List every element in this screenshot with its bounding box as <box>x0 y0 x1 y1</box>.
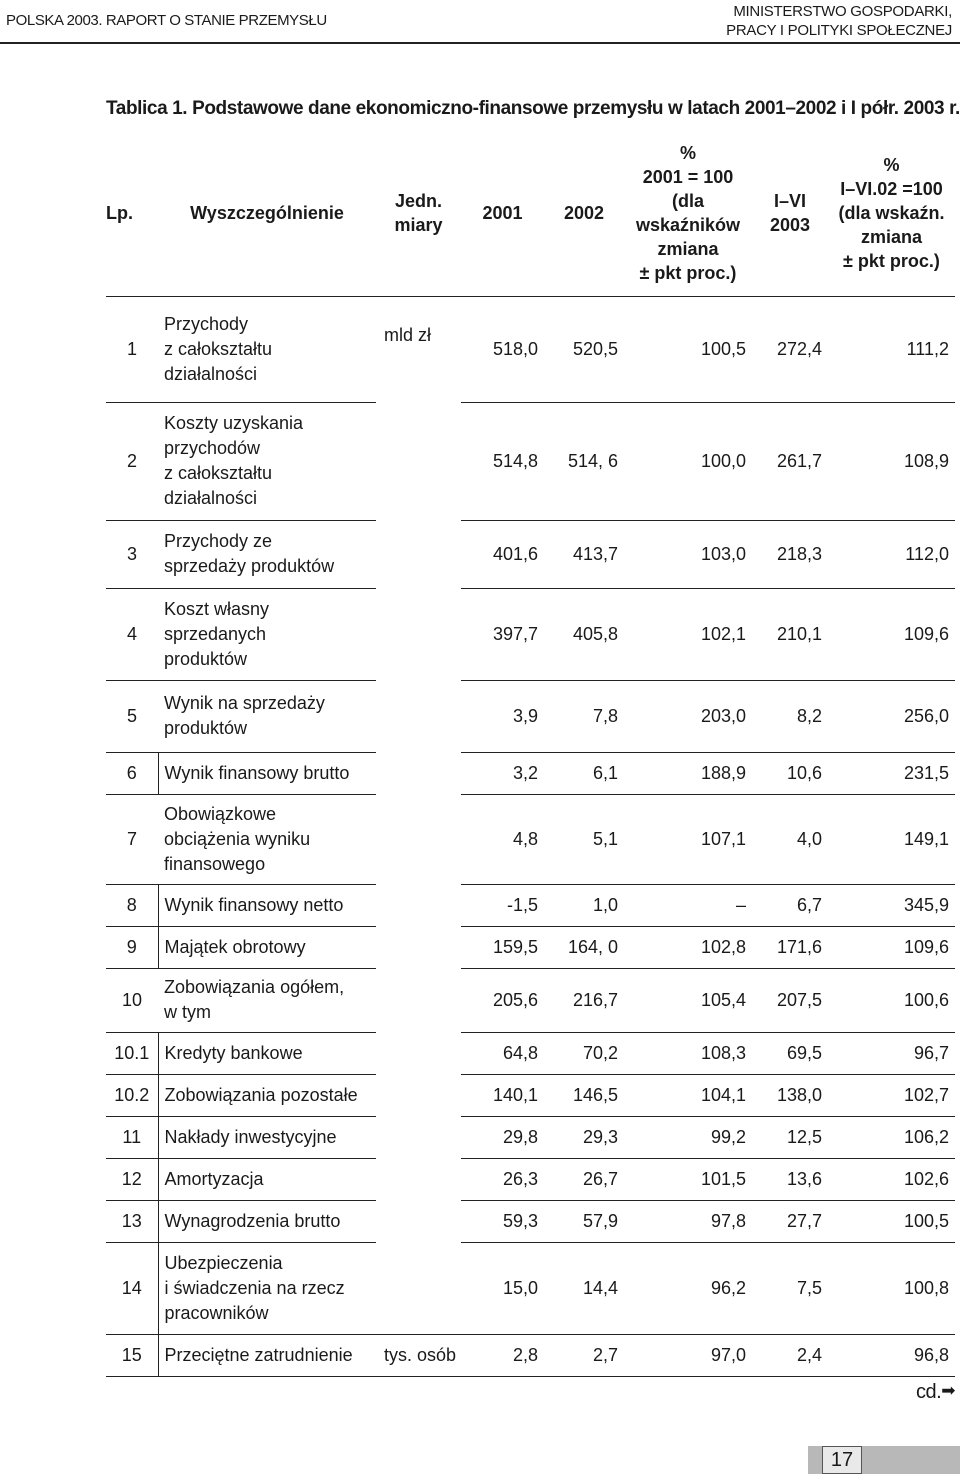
description-line: pracowników <box>164 1302 269 1323</box>
index-h1-2002-100: 102,6 <box>903 1168 949 1189</box>
ministry-line-1: MINISTERSTWO GOSPODARKI, <box>733 3 952 20</box>
value-2002: 5,1 <box>592 828 618 849</box>
description-line: produktów <box>164 648 248 669</box>
col-header-description: Wyszczególnienie <box>190 203 344 224</box>
value-h1-2003: 2,4 <box>796 1344 822 1365</box>
index2-header-line: (dla wskaźn. <box>838 203 945 224</box>
table-row <box>106 794 955 884</box>
value-h1-2003: 8,2 <box>796 705 822 726</box>
value-h1-2003: 4,0 <box>796 828 822 849</box>
description-line: w tym <box>164 1002 211 1022</box>
row-number: 9 <box>126 936 137 957</box>
row-description <box>158 1032 376 1074</box>
page-number: 17 <box>822 1446 862 1474</box>
row-number: 8 <box>126 894 137 915</box>
unit-header-line: miary <box>394 215 443 236</box>
table-row <box>106 926 955 968</box>
index2-header-line: zmiana <box>860 227 923 248</box>
index-header-line: 2001 = 100 <box>642 167 734 188</box>
table-title: Tablica 1. Podstawowe dane ekonomiczno-finansowe przemysłu w latach 2001–2002 i I półr. 2003 r. <box>106 98 960 119</box>
value-2001: 29,8 <box>502 1126 538 1147</box>
value-2001: 397,7 <box>492 623 538 644</box>
row-description <box>158 926 376 968</box>
value-2002: 2,7 <box>592 1344 618 1365</box>
row-description <box>158 402 376 520</box>
table-row <box>106 884 955 926</box>
index-2001-100: 104,1 <box>700 1084 746 1105</box>
description-line: Wynik finansowy netto <box>164 894 344 915</box>
index-header-line: (dla <box>671 191 704 212</box>
value-2001: 3,9 <box>512 705 538 726</box>
row-number: 6 <box>126 762 137 783</box>
value-2002: 6,1 <box>592 762 618 783</box>
value-2002: 146,5 <box>572 1084 618 1105</box>
index-2001-100: 101,5 <box>700 1168 746 1189</box>
value-h1-2003: 171,6 <box>776 936 822 957</box>
row-number: 15 <box>121 1344 142 1365</box>
index-header-line: ± pkt proc.) <box>639 263 737 284</box>
value-2002: 26,7 <box>582 1168 618 1189</box>
description-line: Przychody ze <box>164 531 273 551</box>
value-h1-2003: 27,7 <box>786 1210 822 1231</box>
index-2001-100: 97,8 <box>710 1210 746 1231</box>
index-h1-2002-100: 109,6 <box>903 623 949 644</box>
description-line: Obowiązkowe <box>164 803 277 824</box>
row-number: 1 <box>126 338 137 359</box>
index-2001-100: – <box>735 894 746 915</box>
economic-data-table <box>106 131 955 1377</box>
description-line: Nakłady inwestycyjne <box>164 1126 337 1147</box>
value-2002: 29,3 <box>582 1126 618 1147</box>
index-h1-2002-100: 111,2 <box>906 338 949 359</box>
index-h1-2002-100: 109,6 <box>903 936 949 957</box>
value-h1-2003: 261,7 <box>776 450 822 471</box>
table-row <box>106 680 955 752</box>
index-header-line: % <box>679 143 696 164</box>
row-number: 12 <box>121 1168 142 1189</box>
index-h1-2002-100: 96,7 <box>913 1042 949 1063</box>
description-line: Ubezpieczenia <box>164 1252 283 1273</box>
col-header-index-2001 <box>624 131 752 296</box>
index-2001-100: 97,0 <box>710 1344 746 1365</box>
value-2001: 15,0 <box>502 1277 538 1298</box>
value-2002: 413,7 <box>572 543 618 564</box>
index2-header-line: ± pkt proc.) <box>843 251 940 272</box>
row-description <box>158 588 376 680</box>
description-line: Wynik na sprzedaży <box>164 693 325 713</box>
row-description <box>158 1074 376 1116</box>
row-description <box>158 752 376 794</box>
row-number: 5 <box>126 705 137 726</box>
index-header-line: wskaźników <box>635 215 741 236</box>
index-h1-2002-100: 96,8 <box>913 1344 949 1365</box>
row-number: 4 <box>126 623 137 644</box>
description-line: działalności <box>164 363 258 384</box>
value-2001: -1,5 <box>506 894 538 915</box>
value-h1-2003: 10,6 <box>786 762 822 783</box>
row-description <box>158 680 376 752</box>
index-2001-100: 107,1 <box>700 828 746 849</box>
row-description <box>158 520 376 588</box>
description-line: sprzedaży produktów <box>164 556 335 576</box>
table-row <box>106 1242 955 1334</box>
index-h1-2002-100: 102,7 <box>903 1084 949 1105</box>
table-row <box>106 588 955 680</box>
table-row <box>106 1032 955 1074</box>
row-number: 10.2 <box>114 1084 150 1105</box>
index-2001-100: 102,8 <box>700 936 746 957</box>
description-line: Kredyty bankowe <box>164 1042 303 1063</box>
value-h1-2003: 210,1 <box>776 623 822 644</box>
arrow-right-icon: ➡ <box>941 1381 955 1400</box>
index-h1-2002-100: 106,2 <box>903 1126 949 1147</box>
col-header-lp: Lp. <box>106 203 133 224</box>
description-line: Majątek obrotowy <box>164 936 306 957</box>
index-h1-2002-100: 256,0 <box>903 705 949 726</box>
index-2001-100: 108,3 <box>700 1042 746 1063</box>
col-header-2002: 2002 <box>563 203 605 224</box>
value-2001: 140,1 <box>492 1084 538 1105</box>
description-line: Koszt własny <box>164 598 270 619</box>
index-h1-2002-100: 100,8 <box>903 1277 949 1298</box>
table-row <box>106 402 955 520</box>
description-line: działalności <box>164 488 258 508</box>
index2-header-line: I–VI.02 =100 <box>840 179 943 200</box>
table-row <box>106 296 955 402</box>
description-line: Przeciętne zatrudnienie <box>164 1344 353 1365</box>
value-2001: 514,8 <box>492 450 538 471</box>
index-h1-2002-100: 112,0 <box>905 543 949 564</box>
index-2001-100: 102,1 <box>700 623 746 644</box>
value-h1-2003: 13,6 <box>786 1168 822 1189</box>
index-header-line: zmiana <box>657 239 719 260</box>
index-2001-100: 96,2 <box>710 1277 746 1298</box>
value-2001: 64,8 <box>502 1042 538 1063</box>
description-line: Zobowiązania pozostałe <box>164 1084 358 1105</box>
row-number: 2 <box>126 450 137 471</box>
value-2001: 205,6 <box>492 989 538 1010</box>
value-h1-2003: 138,0 <box>776 1084 822 1105</box>
index-h1-2002-100: 149,1 <box>903 828 949 849</box>
value-2002: 520,5 <box>572 338 618 359</box>
value-h1-2003: 69,5 <box>786 1042 822 1063</box>
table-row <box>106 968 955 1032</box>
row-number: 10 <box>121 989 143 1010</box>
index-2001-100: 105,4 <box>700 989 746 1010</box>
h1-header-line: 2003 <box>769 215 811 236</box>
value-2001: 26,3 <box>502 1168 538 1189</box>
description-line: przychodów <box>164 438 261 458</box>
col-header-h1-2003 <box>752 131 828 296</box>
index-2001-100: 99,2 <box>710 1126 746 1147</box>
value-2002: 216,7 <box>572 989 618 1010</box>
table-row <box>106 1334 955 1376</box>
description-line: sprzedanych <box>164 623 267 644</box>
row-description <box>158 884 376 926</box>
index-h1-2002-100: 108,9 <box>903 450 949 471</box>
row-description <box>158 1242 376 1334</box>
description-line: z całokształtu <box>164 338 273 359</box>
description-line: produktów <box>164 718 248 738</box>
description-line: z całokształtu <box>164 463 273 483</box>
description-line: Wynagrodzenia brutto <box>164 1210 341 1231</box>
description-line: Koszty uzyskania <box>164 413 304 433</box>
h1-header-line: I–VI <box>773 191 807 212</box>
row-number: 7 <box>126 828 137 849</box>
value-2001: 59,3 <box>502 1210 538 1231</box>
row-description <box>158 968 376 1032</box>
index-2001-100: 100,0 <box>700 450 746 471</box>
description-line: Zobowiązania ogółem, <box>164 977 345 997</box>
value-2002: 514, 6 <box>567 450 618 471</box>
index-h1-2002-100: 345,9 <box>903 894 949 915</box>
row-number: 11 <box>122 1126 142 1147</box>
unit-cell <box>376 1334 461 1376</box>
value-2001: 4,8 <box>512 828 538 849</box>
value-h1-2003: 12,5 <box>786 1126 822 1147</box>
row-description <box>158 1334 376 1376</box>
table-row <box>106 1074 955 1116</box>
ministry-line-2: PRACY I POLITYKI SPOŁECZNEJ <box>726 22 952 39</box>
value-2002: 1,0 <box>592 894 618 915</box>
index-2001-100: 188,9 <box>700 762 746 783</box>
description-line: finansowego <box>164 853 266 874</box>
value-2001: 518,0 <box>492 338 538 359</box>
unit-label: tys. osób <box>384 1344 457 1365</box>
index-2001-100: 103,0 <box>700 543 746 564</box>
unit-header-line: Jedn. <box>394 191 442 212</box>
value-2002: 7,8 <box>592 705 618 726</box>
value-h1-2003: 207,5 <box>776 989 822 1010</box>
index-h1-2002-100: 231,5 <box>903 762 949 783</box>
value-2002: 164, 0 <box>567 936 618 957</box>
value-2001: 3,2 <box>512 762 538 783</box>
row-number: 13 <box>121 1210 142 1231</box>
row-description <box>158 296 376 402</box>
col-header-unit <box>376 131 461 296</box>
index-h1-2002-100: 100,5 <box>903 1210 949 1231</box>
value-2002: 57,9 <box>582 1210 618 1231</box>
value-2001: 401,6 <box>492 543 538 564</box>
value-2001: 2,8 <box>512 1344 538 1365</box>
row-description <box>158 1200 376 1242</box>
value-h1-2003: 6,7 <box>796 894 822 915</box>
col-header-2001: 2001 <box>482 203 523 224</box>
continued-label: cd. <box>916 1381 942 1403</box>
index-2001-100: 203,0 <box>700 705 746 726</box>
description-line: Amortyzacja <box>164 1168 264 1189</box>
index-2001-100: 100,5 <box>700 338 746 359</box>
index2-header-line: % <box>883 155 900 176</box>
description-line: obciążenia wyniku <box>164 828 311 849</box>
row-number: 10.1 <box>114 1042 150 1063</box>
table-row <box>106 1200 955 1242</box>
col-header-index-h1 <box>828 131 955 296</box>
table-row <box>106 1116 955 1158</box>
table-body <box>106 296 955 1376</box>
index-h1-2002-100: 100,6 <box>903 989 949 1010</box>
description-line: Przychody <box>164 313 249 334</box>
description-line: Wynik finansowy brutto <box>164 762 350 783</box>
unit-cell <box>376 296 461 1334</box>
value-2002: 14,4 <box>582 1277 618 1298</box>
running-header-left: POLSKA 2003. RAPORT O STANIE PRZEMYSŁU <box>6 12 327 29</box>
continued-note <box>916 1381 955 1404</box>
row-number: 14 <box>121 1277 142 1298</box>
row-description <box>158 1158 376 1200</box>
row-number: 3 <box>126 543 137 564</box>
description-line: i świadczenia na rzecz <box>164 1277 345 1298</box>
value-h1-2003: 272,4 <box>776 338 822 359</box>
header-rule <box>0 42 960 44</box>
row-description <box>158 794 376 884</box>
value-h1-2003: 7,5 <box>796 1277 822 1298</box>
table-row <box>106 1158 955 1200</box>
running-header-right <box>726 2 952 40</box>
value-2002: 405,8 <box>572 623 618 644</box>
unit-label: mld zł <box>384 324 432 345</box>
value-2001: 159,5 <box>492 936 538 957</box>
header-row <box>106 131 955 296</box>
value-h1-2003: 218,3 <box>776 543 822 564</box>
table-row <box>106 752 955 794</box>
value-2002: 70,2 <box>582 1042 618 1063</box>
table-row <box>106 520 955 588</box>
row-description <box>158 1116 376 1158</box>
